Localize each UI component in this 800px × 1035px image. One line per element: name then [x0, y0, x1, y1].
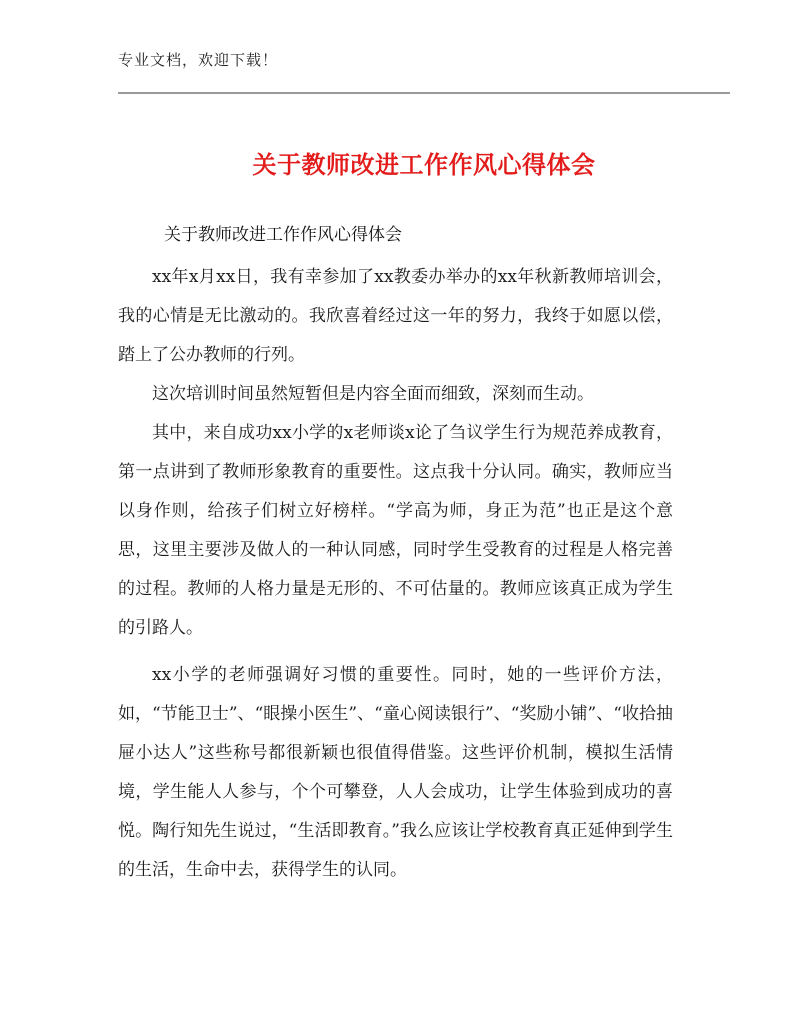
- header-divider: [118, 92, 730, 94]
- document-body: [118, 258, 673, 890]
- document-title: 关于教师改进工作作风心得体会: [252, 151, 596, 179]
- paragraph-3: 其中，来自成功xx小学的x老师谈x论了刍议学生行为规范养成教育，第一点讲到了教师形象教育的重要性。这点我十分认同。确实，教师应当以身作则，给孩子们树立好榜样。“学高为师，身正为范”也正是这个意思，这里主要涉及做人的一种认同感，同时学生受教育的过程是人格完善的过程。教师的人格力量是无形的、不可估量的。教师应该真正成为学生的引路人。: [118, 423, 673, 638]
- paragraph-2: 这次培训时间虽然短暂但是内容全面而细致，深刻而生动。: [152, 384, 594, 404]
- header-note: 专业文档，欢迎下载！: [118, 51, 279, 69]
- paragraph-4: xx小学的老师强调好习惯的重要性。同时，她的一些评价方法，如，“节能卫士”、“眼操小医生”、“童心阅读银行”、“奖励小铺”、“收拾抽屉小达人”这些称号都很新颖也很值得借鉴。这些评价机制，模拟生活情境，学生能人人参与，个个可攀登，人人会成功，让学生体验到成功的喜悦。陶行知先生说过，“生活即教育。”我么应该让学校教育真正延伸到学生的生活，生命中去，获得学生的认同。: [118, 665, 673, 880]
- paragraph-1: xx年x月xx日，我有幸参加了xx教委办举办的xx年秋新教师培训会，我的心情是无比激动的。我欣喜着经过这一年的努力，我终于如愿以偿，踏上了公办教师的行列。: [118, 267, 673, 365]
- document-subtitle: 关于教师改进工作作风心得体会: [164, 225, 402, 245]
